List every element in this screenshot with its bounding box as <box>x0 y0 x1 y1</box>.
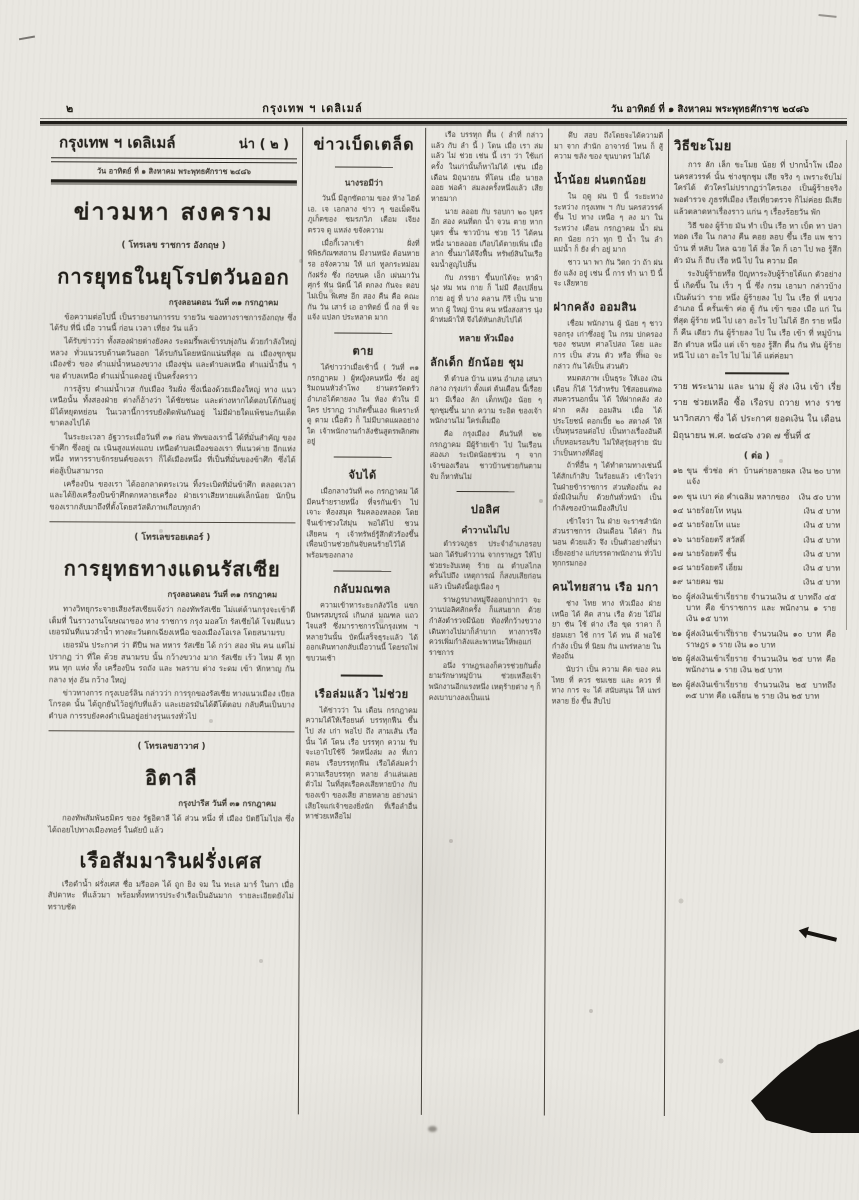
body-paragraph: คือ กรุงเมือง คืนวันที่ ๒๒ กรกฎาคม มีผู้ร้ายเข้า ไป ในเรือนสองเภ ระเบิดน้อยช่วน ๆ จาก เจ้าของเรือน ชาวบ้านช่วยกันตามจับ ก็หาทันไม่ <box>429 429 542 481</box>
bottom-smudge <box>428 1126 437 1132</box>
body-paragraph: เครื่องบิน ของเรา ได้ออกลาดตระเวน ทิ้งระเบิดที่มั่นข้าศึก ตลอดเวลา และได้ยิงเครื่องบินข้าศึกตกหลายเครื่อง ฝ่ายเราเสียหายแต่เล็กน้อย นักบินของเรากลับมาถึงที่ตั้งโดยสวัสดิภาพเกือบทุกลำ <box>49 479 296 512</box>
donation-number: ๑๓ <box>672 491 683 501</box>
body-paragraph: เยอรมัน ประกาศ ว่า ตีปืน พล ทหาร รัสเซีย ได้ กว่า สอง พัน คน แต่ไม่ ปรากฏ ว่า ที่ใด ด้วย สนามรบ นั้น กว้างขวาง มาก รัสเซีย เร้ว ไหม คี ทุก หน ทุก แห่ง ทั้ง เครื่องบิน รถถัง และ พลราบ ต่าง ระดม เข้า หักหาญ กัน กลาง ทุ่ง อัน กว้าง ใหญ่ <box>48 640 295 685</box>
rule <box>40 118 847 119</box>
body-paragraph: ข่าวทางการ กรุงเบอร์ลิน กล่าวว่า การรุกของรัสเซีย ทางแนวเมือง เบียลโกรอด นั้น ได้ถูกยันไว้อยู่กับที่แล้ว และเยอรมันได้ตีโต้ตอบ กลับคืนเป็นบางตำบล การรบยังคงดำเนินอยู่อย่างรุนแรงทั่วไป <box>48 688 295 721</box>
subhead-return-to-province: กลับมณฑล <box>333 582 391 596</box>
subhead-caught: จับได้ <box>348 468 377 482</box>
headline-russian-front: การยุทธทางแดนรัสเซีย <box>63 556 281 582</box>
donation-row <box>672 548 840 560</box>
donor-name: ขุน เบา ค่อ คำเฉลิม หลากของ <box>686 491 790 502</box>
column-4 <box>545 128 669 1116</box>
body-paragraph: ได้ข่าวว่าเมื่อเช้านี้ ( วันที่ ๓๑ กรกฎาคม ) ผู้หญิงคนหนึ่ง ซึ่ง อยู่ ริมถนนหัวลำโพง ย่านตรวัดตรัว อำเภอได้ตายลง ใน ห้อง ตัวใน มีใคร ปรากฏ ว่าเกิดขึ้นเอง พิเคราะห์ ดู ตาม เนื้อตัว ก็ ไม่มีบาดแผลอย่างใด เจ้าพนักงานกำลังชันสูตรพลิกศพอยู่ <box>306 362 420 446</box>
donation-number: ๑๘ <box>672 563 684 573</box>
rule <box>49 522 295 524</box>
donation-number: ๑๙ <box>672 577 683 587</box>
donation-number: ๒๓ <box>671 679 683 689</box>
headline-eastern-europe: การยุทธในยุโรปตวันออก <box>57 263 290 289</box>
donor-name: นายคม ชม <box>686 577 724 587</box>
body-paragraph: ราษฎรบางหมู่จึงออกปากว่า จะวานปอลิศสักครั้ง ก็แสนยาก ด้วยกำลังตำรวจมีน้อย ท้องที่กว้างขวาง เดินทางไปมาก็ลำบาก ทางการจึงควรเพิ่มกำลังและพาหนะให้พอแก่ราชการ <box>428 594 542 657</box>
body-paragraph: กองทัพสัมพันธมิตร ของ รัฐอิตาลี ได้ ส่วน หนึ่ง ที่ เมือง ปัตยีโมไปล ซึ่งได้ถอยไปทางเมืองทอร์ ในดัยป์ แล้ว <box>48 813 295 835</box>
column-5 <box>665 129 847 1117</box>
rule <box>334 457 392 458</box>
masthead-date-line: วัน อาทิตย์ ที่ ๑ สิงหาคม พระพุทธศักราช ๒๔๘๖ <box>96 166 251 177</box>
running-head <box>44 99 843 117</box>
body-paragraph: ถ้าที่อื่น ๆ ได้ทำตามทางเช่นนี้ ได้สักเก้าสิบ ในร้อยแล้ว เข้าใจว่า ในฝ่ายข้าราชการ ส่วนท้องถิ่น คงมั่งมีเงินเก็บ ด้วยกันทั่วหน้า เป็นกำลังของบ้านเมืองสืบไป <box>552 460 662 513</box>
credit-havas: ( โทรเลขฮาวาศ ) <box>137 741 206 753</box>
donor-name: นายร้อยตรี ชั้น <box>686 548 737 559</box>
donor-name: นายร้อยตรี สวัสดิ์ <box>686 534 745 544</box>
donor-name: นายร้อยโท หนุน <box>686 505 742 516</box>
body-paragraph: ทางวิทยุกระจายเสียงรัสเซียแจ้งว่า กองทัพรัสเซีย ไม่แต่ด้านกรุงจะเข้าตีเต็มที่ ในราวงานโฆษณาของ ทาง ราชการ กรุง มอสโก รัสเซียได้ โจมตีแนวเยอรมันที่แนวลำน้ำ ทางตะวันตกเฉียงเหนือ ของเมืองโอเรล โดยสนามรบ <box>48 604 296 638</box>
rule <box>49 730 295 732</box>
credit-british-telegraph: ( โทรเลข ราชการ อังกฤษ ) <box>121 240 226 251</box>
donation-row <box>672 591 840 626</box>
donation-amount: เงิน ๕ บาท <box>803 549 841 559</box>
body-paragraph: เรือ บรรทุก ตื้น ( ลำที่ กล่าว แล้ว กับ ลำ นี้ ) โดน เมื่อ เรา ล่ม แล้ว ไม่ ช่วย เช่น นี้ เรา ว่า ใช้แก่ครั้ง ในเก่านั้นก็หาไม่ได้ เช่น เมื่อเดือน มิถุนายน ที่โดน เมื่อ นายลออย พ่อค้า ล่มลงครั้งหนึ่งแล้ว เสีย หายมาก <box>430 129 544 203</box>
donation-number: ๒๒ <box>671 654 683 664</box>
body-paragraph: นับว่า เป็น ความ คิด ของ คน ไทย ที่ ควร ชมเชย และ ควร ที่ ทาง การ จะ ได้ สนับสนุน ให้ แพร่หลาย ยิ่ง ขึ้น สืบไป <box>551 664 661 706</box>
donation-number: ๑๕ <box>672 520 684 530</box>
body-paragraph: เรือดำน้ำ ฝรั่งเศส ชื่อ มรีออค ได้ ถูก ยิง จม ใน ทะเล มาร์ ในกา เมื่อ สัปดาหะ ที่แล้วมา พร้อมทั้งทหารประจำเรือเป็นอันมาก รายละเอียดยังไม่ทราบชัด <box>47 879 294 912</box>
donation-row <box>672 562 840 574</box>
donation-list-intro: ราย พระนาม และ นาม ผู้ ส่ง เงิน เข้า เรี่ยราย ช่วยเหลือ ซื้อ เรือรบ ถวาย ทาง ราชนาวิกสภา ซึ่ง ได้ ประกาศ ยอดเงิน ใน เดือน มิถุนายน พ.ศ. ๒๔๘๖ งวด ๗ ชั้นที่ ๕ <box>672 381 842 442</box>
body-paragraph: หมดสภาพ เป็นธุระ ให้เอง เงินเดือน ก็ได้ ไว้สำหรับ ใช้สอยแต่พอ สมควรนอกนั้น ได้ ให้ฝากคลัง ส่ง ฝาก คลัง ออมสิน เมื่อ ได้ ประโยชน์ ดอกเบี้ย ๒๐ สตางค์ ให้เป็นทุนรอนต่อไป เป็นทางเรื่องอันดี เก็บหอมรอมริบ ไม่ให้สุรุ่ยสุร่าย นับว่าเป็นทางที่ดีอยู่ <box>552 373 663 458</box>
body-paragraph: ที่ ตำบล บ้าน แหน อำเภอ เสนา กลาง กรุงเก่า ตั้งแต่ ต้นเดือน นี้เรื่อยมา มีเรื่อง ลัก เด็กหญิง น้อย ๆ ชุกชุมขึ้น มาก ความ ระอิด ของเจ้า พนักงานไม่ ใคร่เต็มมือ <box>429 373 543 426</box>
body-paragraph: เมื่อกี้เวลาเช้า ฝั่งที่พิพิธภัณฑสถาน มีงานหนัง ต้อนหาย รอ อจังความ ให้ แก่ ทูลกระหม่อม กังฝรั่ง ซึ่ง ก่อขนค เอ็ก เผ่นมาวันศุกร์ ฟัน นัดนี้ ได้ ตกลง กันจะ ตอบ ไม่เป็น พิเศษ อีก สอง คืน คือ คณะ กัน วัน เสาร์ เอ อาทิตย์ นี้ กอ ที่ จะ แจ้ง แปลก ประหลาด มาก <box>307 238 420 322</box>
rule <box>40 121 847 124</box>
body-paragraph: ความเข้าหาระยะกลังวิไธ แขกบินพรสมบูรณ์ เกินกล่ มณฑล แถว ใจแสรี ซึ่งมาราชการในกรุงเทพ ฯ หลายวันนั้น บัดนี้เสร็จธุระแล้ว ได้ออกเดินทางกลับเมื่อวานนี้ โดยรถไฟขบวนเช้า <box>305 600 419 663</box>
column-2 <box>299 127 426 1115</box>
donation-row <box>672 519 840 531</box>
donation-number: ๒๐ <box>672 591 683 601</box>
rule <box>725 372 789 374</box>
body-paragraph: ชาว นา พา กัน วิตก ว่า ถ้า ฝน ยัง แล้ง อยู่ เช่น นี้ การ ทำ นา ปี นี้ จะ เสียหาย <box>553 257 663 288</box>
running-head-rules <box>40 118 847 124</box>
subhead-boat-sank-no-help: เรือล่มแล้ว ไม่ช่วย <box>314 687 409 701</box>
donation-row <box>672 505 840 517</box>
donation-row <box>673 491 841 503</box>
body-paragraph: การ ลัก เล็ก ขะโมย น้อย ที่ ปากน้ำโพ เมือง นครสวรรค์ นั้น ช่างชุกชุม เสีย จริง ๆ เพราะจับไม่ใคร่ได้ ตัวใครไม่ปรากฏว่าใครเอง เป็นผู้ร้ายจริง พอตำรวจ ภูธรที่เมือง เรือเที่ยวตรวจ ก็ไม่ค่อย มีเสีย แล้วตลาดหาเรื่องราว แก่น ๆ เรื่องร้อยวัน พัก <box>673 160 843 217</box>
masthead-page-label: น่า ( ๒ ) <box>238 137 290 153</box>
body-paragraph: ระงับผู้ร้ายหรือ ปัญหาระงับผู้ร้ายได้แก ตัวอย่าง นี้ เกิดขึ้น ใน เร็ว ๆ นี้ ซึ่ง กรม เอามา กล่าวบ้าง เป็นต้นว่า ราย หนึ่ง ผู้ร้ายลง ไป ใน เรือ ที่ แขวง อำเภอ นี้ ครั้นเช้า ค่อ ตู้ กัน เข้า ของ เมือ แก่ ใน ที่สุด ผู้ร้าย หนี ไป เอา อะไร ไป ไม่ได้ อีก ราย หนึ่ง ก็ คืน เดียว กัน ผู้ร้ายลง ไป ใน เรือ เข้า ที่ หมู่บ้าน อีก ตำบล หนึ่ง แต่ เจ้า ของ รู้สึก ตื่น กัน ทัน ผู้ร้าย หนี ไป เอา อะไร ไป ไม่ ได้ แต่ค่อมา <box>673 269 842 361</box>
body-paragraph: ดึบ สอบ ถึงโดยจะได้ความดี มา จาก สำนัก อาจารย์ ไหน ก็ สู้ ความ ขลัง ของ ขุนบาตร ไม่ได้ <box>554 130 664 162</box>
section-label-provinces: หลาย หัวเมือง <box>458 333 514 345</box>
donation-amount: เงิน ๕ บาท <box>803 577 841 588</box>
body-paragraph: การสู้รบ ตำแม่น้ำเวส กับเมือง ริมฝั่ง ซึ่งเนื่องด้วยเมืองใหญ่ ทาง แนวเหนือนั้น ทั้งสองฝ่าย ต่างก็อ้างว่า ได้ชัยชนะ และต่างหากได้ตอบโต้กันอยู่มิได้หยุดหย่อน ในเวลานี้การรบยังติดพันกันอยู่ ไม่มีฝ่ายใดแพ้ชนะกันเด็ดขาดลงไปได้ <box>49 384 297 428</box>
headline-war-news: ข่าวมหา สงคราม <box>73 198 274 226</box>
running-head-title: กรุงเทพ ฯ เดลิเมล์ <box>262 102 363 115</box>
running-head-date: วัน อาทิตย์ ที่ ๑ สิงหาคม พระพุทธศักราช ๒๔๘๖ <box>611 104 809 115</box>
body-paragraph: เมื่อกลางวันที่ ๓๐ กรกฎาคม ได้มีคนร้ายรายหนึ่ง ที่จรกันเข้า ไปเจาะ ห้องสมุด ริมคลองหลอด โดย จีนเข้าช่วงใส่มุ่น พอได้ไป ชวนเสียคน ๆ เจ้าทรัพย์รู้สึกตัวร้องขึ้น เพื่อนบ้านช่วยกันจับคนร้ายไว้ได้พร้อมของกลาง <box>306 486 419 560</box>
donation-row <box>672 679 840 702</box>
donation-number: ๑๒ <box>672 466 683 476</box>
body-paragraph: เชื่อม พนักงาน ผู้ น้อย ๆ ชาวจอกรุง เก่าซึ่งอยู่ ใน กรม ปกครอง ของ ชนบท ศาลโปสถ โดย และการ เป็น ส่วน ตัว หรือ ที่พอ จะกล่าว กัน ได้เป็น ส่วนตัว <box>553 318 663 371</box>
donor-name: ผู้ส่งเงินเข้าเรี่ยราย จำนวนเงิน ๒๕ บาท คือ พนักงาน ๑ ราย เงิน ๒๕ บาท <box>685 654 836 675</box>
donor-name: นายร้อยโท แนะ <box>686 520 741 530</box>
donation-row <box>672 653 840 676</box>
donation-continued-label: ( ต่อ ) <box>743 451 770 462</box>
pencil-mark-top-left <box>17 25 35 41</box>
body-paragraph: วิธี ของ ผู้ร้าย มัน ทำ เป็น เรือ หา เบ็ด หา ปลา ทอด เรือ ใน กลาง คืน คอย ลอบ ขึ้น เรือ แพ ชาว บ้าน ที่ หลับ ใหล ฉวย ได้ สิ่ง ใด ก็ เอา ไป พอ รู้สึก ตัว มัน ก็ ถีบ เรือ หนี ไป ใน ความ มืด <box>673 220 842 266</box>
dateline: กรุงลอนดอน วันที่ ๓๑ กรกฎาคม <box>167 590 278 600</box>
donation-amount: เงิน ๕ บาท <box>803 535 841 545</box>
donation-number: ๑๖ <box>672 534 683 544</box>
rule <box>456 491 514 492</box>
donation-amount: เงิน ๒๐ บาท <box>799 466 841 476</box>
donation-row <box>672 533 840 545</box>
headline-thief-methods: วิธีขะโมย <box>674 138 732 155</box>
column-grid <box>42 126 847 1116</box>
body-paragraph: อนึ่ง ราษฎรเองก็ควรช่วยกันตั้งยามรักษาหมู่บ้าน ช่วยเหลือเจ้าพนักงานอีกแรงหนึ่ง เหตุร้ายต่าง ๆ ก็คงเบาบางลงเป็นแน่ <box>428 660 541 702</box>
column-1 <box>42 126 303 1114</box>
donor-name: ผู้ส่งเงินเข้าเรี่ยราย จำนวนเงิน ๒๕ บาทถึง ๓๕ บาท คือ เฉลี่ยน ๒ ราย เงิน ๒๕ บาท <box>685 679 836 701</box>
headline-italy: อิตาลี <box>145 765 198 791</box>
donation-row <box>672 576 840 588</box>
donor-name: ผู้ส่งเงินเข้าเรี่ยราย จำนวนเงิน ๕ บาทถึง ๔๕ บาท คือ ข้าราชการ และ พนักงาน ๑ ราย เงิน ๑๕ บาท <box>685 591 837 624</box>
subhead-savings-bank: ฝากคลัง ออมสิน <box>553 300 637 314</box>
donation-number: ๒๑ <box>671 628 683 638</box>
rule <box>340 674 383 676</box>
credit-reuter: ( โทรเลขรอยเตอร์ ) <box>134 532 211 544</box>
subhead-child-kidnapping: ลักเด็ก ยักน้อย ชุม <box>430 355 525 370</box>
headline-french-submarine: เรือสัมมารินฝรั่งเศส <box>79 848 263 874</box>
donation-amount: เงิน ๕๐ บาท <box>798 492 841 502</box>
headline-miscellaneous-news: ข่าวเบ็ดเตล็ด <box>313 134 415 154</box>
body-paragraph: ตำรวจภูธร ประจำอำเภอรอบนอก ได้รับคำวาน จากราษฎร ให้ไปช่วยระงับเหตุ ร้าย ณ ตำบลไกล ครั้นไปถึง เหตุการณ์ ก็สงบเสียก่อนแล้ว เป็นดังนี้อยู่เนือง ๆ <box>429 539 542 592</box>
rule <box>333 570 391 571</box>
rule <box>334 332 392 333</box>
running-head-page-number: ๒ <box>66 102 74 115</box>
subhead-little-rain: น้ำน้อย ฝนตกน้อย <box>553 173 647 187</box>
body-paragraph: ในระยะเวลา อัฐวาระเมื่อวันที่ ๓๑ ก่อน ทัพของเรานี้ ได้ที่มั่นสำคัญ ของข้าศึก ซึ่งอยู่ ณ เนินสูงแห่งแถบ เหนือตำบลเมืองของเรา ที่แนวค่าย อีกแห่งหนึ่ง ทหารราบจักรยนต์ของเรา ก็ได้เมืองหนึ่ง ที่เป็นที่มั่นของข้าศึก ซึ่งได้ต่อสู้เป็นสามารถ <box>49 431 296 476</box>
subhead-death: ตาย <box>352 344 374 358</box>
body-paragraph: กับ ภรรยา ขึ้นบกได้จะ หาผ้า นุ่ง ห่ม พน กาย ก็ ไม่มี คือเปลี่ยนกาย อยู่ ที่ บาง คลาน กีรี เป็น นาย หาก ผู้ ใหญ่ บ้าน คน หนึ่งสงสาร นุ่งผ้าห่มผ้าให้ จึงได้หันกลับไปได้ <box>430 272 543 325</box>
body-paragraph: ใน ฤดู ฝน ปี นี้ ระยะทาง ระหว่าง กรุงเทพ ฯ กับ นครสวรรค์ ขึ้น ไป ทาง เหนือ ๆ ลง มา ใน ระหว่าง เดือน กรกฎาคม น้ำ ฝน ตก น้อย กว่า ทุก ปี น้ำ ใน ลำ แม่น้ำ ก็ ยัง ต่ำ อยู่ มาก <box>553 191 663 255</box>
dateline: กรุงปารีส วันที่ ๓๑ กรกฎาคม <box>178 798 277 809</box>
donation-number: ๑๔ <box>672 505 684 515</box>
donor-name: ผู้ส่งเงินเข้าเรี่ยราย จำนวนเงิน ๑๐ บาท คือ ราษฎร ๑ ราย เงิน ๑๐ บาท <box>685 628 836 650</box>
donation-row <box>672 628 840 651</box>
body-paragraph: ข้อความต่อไปนี้ เป็นรายงานการรบ รายวัน ของทางราชการอังกฤษ ซึ่งได้รับ ที่นี่ เมื่อ วานนี้ ก่อน เวลา เที่ยง วัน แล้ว <box>50 311 297 333</box>
body-paragraph: ได้รับข่าวว่า ทั้งสองฝ่ายต่างยังคง ระดมรี้พลเข้ารบพุ่งกัน ด้วยกำลังใหญ่หลวง ทั่วแนวรบด้านตวันออก ได้รบกันโดยหนักแน่นที่สุด ณ เมืองชุกชุม เมืองชั่ว ของ ตำแม่น้ำหนองขวาง เมืองชุ่น และตำบลเหนือ ตำแม่น้ำอื่น ๆ ขอ ตำบลเหนือ ตำแม่น้ำแดงอยู่ เป็นครั้งคราว <box>50 336 297 381</box>
column-masthead <box>51 126 297 158</box>
subhead-thai-woven-boats: คนไทยสาน เรือ มกา <box>552 580 659 594</box>
donor-name: นายร้อยตรี เอี่ยม <box>686 563 743 573</box>
donation-amount: เงิน ๕ บาท <box>803 506 841 516</box>
rule <box>335 167 393 168</box>
donation-amount: เงิน ๕ บาท <box>803 563 841 573</box>
body-paragraph: วันนี้ มีลูกขัดถาม ของ ห้าง ไฮด์ เอ. เจ เอกลาง ข่าว ๆ ขอเม็ดจีนภูเก็ตของ ชมรภวิภ เดือม เจียง ตรวจ ดู แหล่ง ขจังความ <box>307 193 420 235</box>
body-paragraph: เข้าใจว่า ใน ฝ่าย จะราชสำนัก ส่วนราชการ เงินเดือน ได้ค่า กินนอน ด้วยแล้ว จึง เป็นตัวอย่างที่น่าเยี่ยงอย่าง แก่บรรดาพนักงาน ทั่วไป ทุกกรมกอง <box>552 516 662 568</box>
column-3 <box>422 128 549 1116</box>
body-paragraph: ช่าง ไทย ทาง หัวเมือง ฝ่าย เหนือ ได้ คิด สาน เรือ ด้วย ไม้ไผ่ ยา ชัน ใช้ ต่าง เรือ ขุด ราคา ก็ ย่อมเยา ใช้ การ ได้ ทน ดี พอใช้ กำลัง เป็น ที่ นิยม กัน แพร่หลาย ใน ท้องถิ่น <box>551 598 662 661</box>
dateline: กรุงลอนดอน วันที่ ๓๑ กรกฎาคม <box>168 297 279 307</box>
masthead-title: กรุงเทพ ฯ เดลิเมล์ <box>59 133 176 152</box>
donation-number: ๑๗ <box>672 548 684 558</box>
donation-row <box>673 465 841 488</box>
subhead-request-unanswered: คำวานไม่ไป <box>461 526 510 537</box>
subhead-police: ปอลิศ <box>470 503 501 517</box>
body-paragraph: นาย ลออย กับ รอบกา ๒๐ บุตร อีก สอง คนที่ตก น้ำ จวน ตาย หาก บุตร ชั้น ชาวบ้าน ช่วย ไว้ ได้คนหนึ่ง นายลออย เกือบได้ตายเพิ่น เมื่อลาก ขึ้นมาได้จึงฟื้น ทรัพย์สินในเรือจมน้ำสูญไปสิ้น <box>430 206 543 270</box>
pencil-mark-top-right <box>818 5 837 18</box>
body-paragraph: ได้ข่าวว่า ใน เดือน กรกฎาคม ความได้ให้เรือยนต์ บรรทุกฟืน ขึ้น ไป ส่ง เก่า พอไป ถึง สามเส้น เรือ นั้น ได้ โดน เรือ บรรทุก ความ รับ จะเอาไปใช้จี วัดหนึ่งล่ม ลง ที่เกว ตอน เรือบรรทุกฟืน เรือได้ล่มคว่ำ ความเรือบรรทุก หลาย ลำแล่นเลยตัวไม่ ในที่สุดเรือคงเสียหายบ้าง กับ ของเข้า ของเสีย สายหลาย อย่างน่า เสียใจแก่เจ้าของยิ่งนัก ที่เรือลำอื่นหาช่วยเหลือไม่ <box>305 705 418 821</box>
story-label: นางรอมีว่า <box>344 177 383 188</box>
donation-amount: เงิน ๕ บาท <box>803 520 841 530</box>
donor-name: ขุน ชั่วช่อ ค่า บ้านค่ายลายผล แจ้ง <box>686 466 796 487</box>
